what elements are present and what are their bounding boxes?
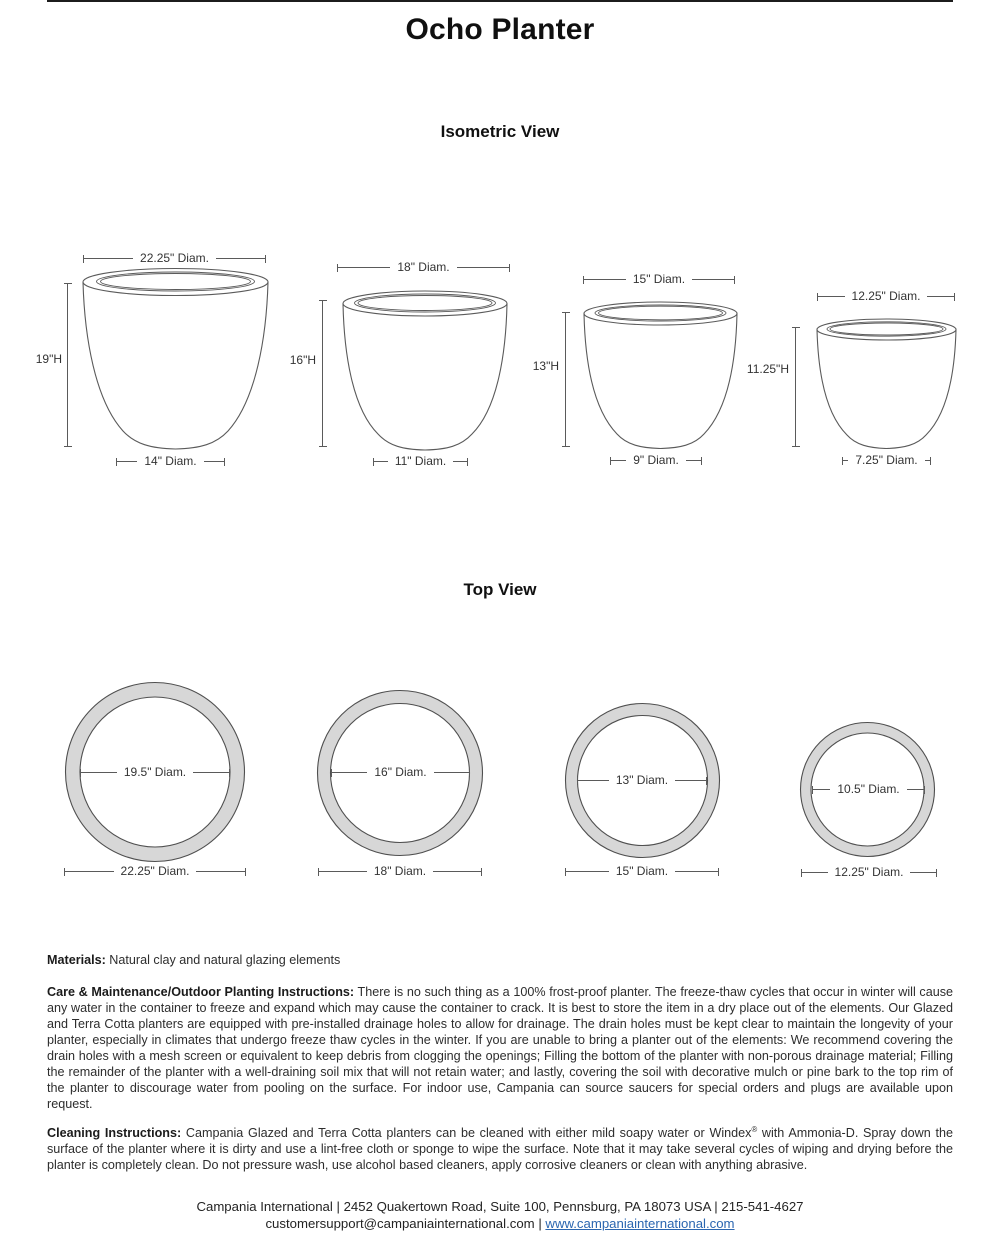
planter4-isometric-drawing <box>816 318 957 449</box>
dimension-tick <box>792 446 800 447</box>
planter4-height-dimension <box>789 327 802 447</box>
planter1-height-dimension <box>61 283 74 447</box>
dimension-line <box>216 258 265 259</box>
page-title: Ocho Planter <box>405 13 595 46</box>
top-view-heading: Top View <box>463 580 537 599</box>
planter3-top-diameter-dimension <box>583 273 735 286</box>
planter1-bottom-diameter-dimension <box>116 455 225 468</box>
dimension-tick <box>562 446 570 447</box>
planter3-height-dimension <box>559 312 572 447</box>
cleaning-instructions-text-2: with Ammonia-D. Spray down the surface of the planter where it is dirty and use a lint-free cloth or sponge to wipe the surface. Note that it may take several cycles of wiping and drying before the planter is completely clean. Do not pressure wash, use alcohol based cleaners, apply corrosive cleaners or clean with anything abrasive. <box>47 1126 953 1172</box>
dimension-line <box>84 258 133 259</box>
dimension-tick <box>229 769 230 777</box>
dimension-tick <box>467 458 468 466</box>
ring4-outer-diameter-dimension <box>801 866 937 879</box>
dimension-tick <box>509 264 510 272</box>
planter2-isometric-drawing <box>342 290 508 451</box>
dimension-line <box>193 772 229 773</box>
footer-email: customersupport@campaniainternational.com <box>265 1216 535 1231</box>
cleaning-instructions-paragraph <box>47 1125 953 1173</box>
ring1-inner-diameter-dimension <box>80 766 230 779</box>
dimension-tick <box>481 868 482 876</box>
ring1-outer-diameter-dimension <box>64 865 246 878</box>
planter3-bottom-diameter-label: 9" Diam. <box>633 453 679 467</box>
ring2-inner-diameter-dimension <box>331 766 470 779</box>
isometric-view-heading: Isometric View <box>440 122 560 141</box>
dimension-line <box>566 871 609 872</box>
dimension-line <box>675 780 706 781</box>
ring3-inner-diameter-dimension <box>577 774 707 787</box>
ring1-outer-diameter-label: 22.25" Diam. <box>120 864 190 878</box>
dimension-tick <box>734 276 735 284</box>
dimension-tick <box>701 457 702 465</box>
materials-text: Natural clay and natural glazing elements <box>105 953 341 967</box>
footer-separator: | <box>534 1216 546 1231</box>
dimension-line <box>204 461 224 462</box>
dimension-line <box>65 871 114 872</box>
dimension-tick <box>924 786 925 794</box>
ring1-inner-diameter-label: 19.5" Diam. <box>123 765 187 779</box>
planter2-top-diameter-dimension <box>337 261 510 274</box>
care-instructions-text: There is no such thing as a 100% frost-proof planter. The freeze-thaw cycles that occur in winter will cause any water in the container to freeze and expand which may cause the container to crack. It is best to store the item in a dry place out of the elements. Our Glazed and Terra Cotta planters are equipped with pre-installed drainage holes to allow for drainage. The drain holes must be kept clear to maintain the longevity of your planter, especially in climates that undergo freeze thaw cycles in the winter. If you are unable to bring a planter out of the elements: We recommend covering the drain holes with a mesh screen or equivalent to keep debris from clogging the openings; Filling the bottom of the planter with non-porous drainage material; Filling the remainder of the planter with a well-draining soil mix that will not retain water; and lastly, covering the soil with decorative mulch or pine bark to the top rim of the planter to discourage water from pooling on the surface. For indoor use, Campania can source saucers for special orders and plugs are available upon request. <box>47 985 953 1111</box>
ring4-inner-diameter-dimension <box>812 783 925 796</box>
planter3-isometric-drawing <box>583 301 738 449</box>
dimension-line <box>338 267 390 268</box>
dimension-tick <box>265 255 266 263</box>
ring4-inner-diameter-label: 10.5" Diam. <box>837 782 900 796</box>
planter2-height-dimension <box>316 300 329 447</box>
dimension-line <box>686 460 701 461</box>
cleaning-instructions-text-1: Campania Glazed and Terra Cotta planters can be cleaned with either mild soapy water or Windex <box>181 1126 752 1140</box>
dimension-line <box>813 789 830 790</box>
dimension-line <box>332 772 367 773</box>
ring3-outer-diameter-label: 15" Diam. <box>615 864 669 878</box>
dimension-line <box>910 872 936 873</box>
website-link[interactable]: www.campaniainternational.com <box>545 1216 735 1231</box>
planter1-height-label: 19"H <box>35 352 62 366</box>
dimension-line <box>907 789 924 790</box>
dimension-line <box>196 871 245 872</box>
planter2-bottom-diameter-dimension <box>373 455 468 468</box>
ring3-inner-diameter-label: 13" Diam. <box>615 773 669 787</box>
planter1-isometric-drawing <box>82 267 269 452</box>
dimension-line <box>117 461 137 462</box>
care-instructions-paragraph <box>47 984 953 1112</box>
ring2-outer-diameter-label: 18" Diam. <box>373 864 427 878</box>
planter1-top-diameter-dimension <box>83 252 266 265</box>
dimension-tick <box>64 446 72 447</box>
dimension-tick <box>224 458 225 466</box>
materials-label: Materials: <box>47 953 106 967</box>
dimension-line <box>818 296 845 297</box>
planter2-height-label: 16"H <box>289 353 316 367</box>
materials-paragraph <box>47 952 953 968</box>
footer-divider <box>47 0 953 2</box>
dimension-line <box>319 871 367 872</box>
planter3-height-label: 13"H <box>532 359 559 373</box>
dimension-tick <box>469 769 470 777</box>
footer-contact-line <box>0 1216 1000 1231</box>
planter2-top-diameter-label: 18" Diam. <box>397 260 450 274</box>
footer-company-line: Campania International | 2452 Quakertown Road, Suite 100, Pennsburg, PA 18073 USA | 215-541-4627 <box>196 1199 804 1214</box>
dimension-line <box>81 772 117 773</box>
dimension-line <box>565 313 566 446</box>
ring2-outer-diameter-dimension <box>318 865 482 878</box>
dimension-tick <box>319 446 327 447</box>
dimension-line <box>453 461 467 462</box>
planter4-height-label: 11.25"H <box>746 362 789 376</box>
planter4-bottom-diameter-dimension <box>842 454 931 467</box>
dimension-line <box>584 279 626 280</box>
care-instructions-label: Care & Maintenance/Outdoor Planting Instructions: <box>47 985 355 999</box>
dimension-tick <box>245 868 246 876</box>
dimension-line <box>675 871 718 872</box>
planter4-bottom-diameter-label: 7.25" Diam. <box>855 453 918 467</box>
dimension-line <box>578 780 609 781</box>
dimension-tick <box>930 457 931 465</box>
dimension-line <box>457 267 509 268</box>
dimension-line <box>927 296 954 297</box>
dimension-line <box>802 872 828 873</box>
dimension-tick <box>706 777 707 785</box>
planter1-top-diameter-label: 22.25" Diam. <box>140 251 209 265</box>
dimension-tick <box>954 293 955 301</box>
dimension-tick <box>936 869 937 877</box>
dimension-tick <box>718 868 719 876</box>
cleaning-instructions-label: Cleaning Instructions: <box>47 1126 182 1140</box>
dimension-line <box>433 871 481 872</box>
dimension-line <box>374 461 388 462</box>
dimension-line <box>67 284 68 446</box>
planter4-top-diameter-label: 12.25" Diam. <box>851 289 921 303</box>
ring4-outer-diameter-label: 12.25" Diam. <box>834 865 904 879</box>
registered-trademark-symbol: ® <box>751 1124 758 1134</box>
planter2-bottom-diameter-label: 11" Diam. <box>394 454 447 468</box>
dimension-line <box>692 279 734 280</box>
planter3-bottom-diameter-dimension <box>610 454 702 467</box>
planter1-bottom-diameter-label: 14" Diam. <box>144 454 197 468</box>
dimension-line <box>611 460 626 461</box>
planter4-top-diameter-dimension <box>817 290 955 303</box>
dimension-line <box>795 328 796 446</box>
planter3-top-diameter-label: 15" Diam. <box>632 272 686 286</box>
ring2-inner-diameter-label: 16" Diam. <box>374 765 427 779</box>
dimension-line <box>434 772 469 773</box>
ring3-outer-diameter-dimension <box>565 865 719 878</box>
dimension-line <box>322 301 323 446</box>
